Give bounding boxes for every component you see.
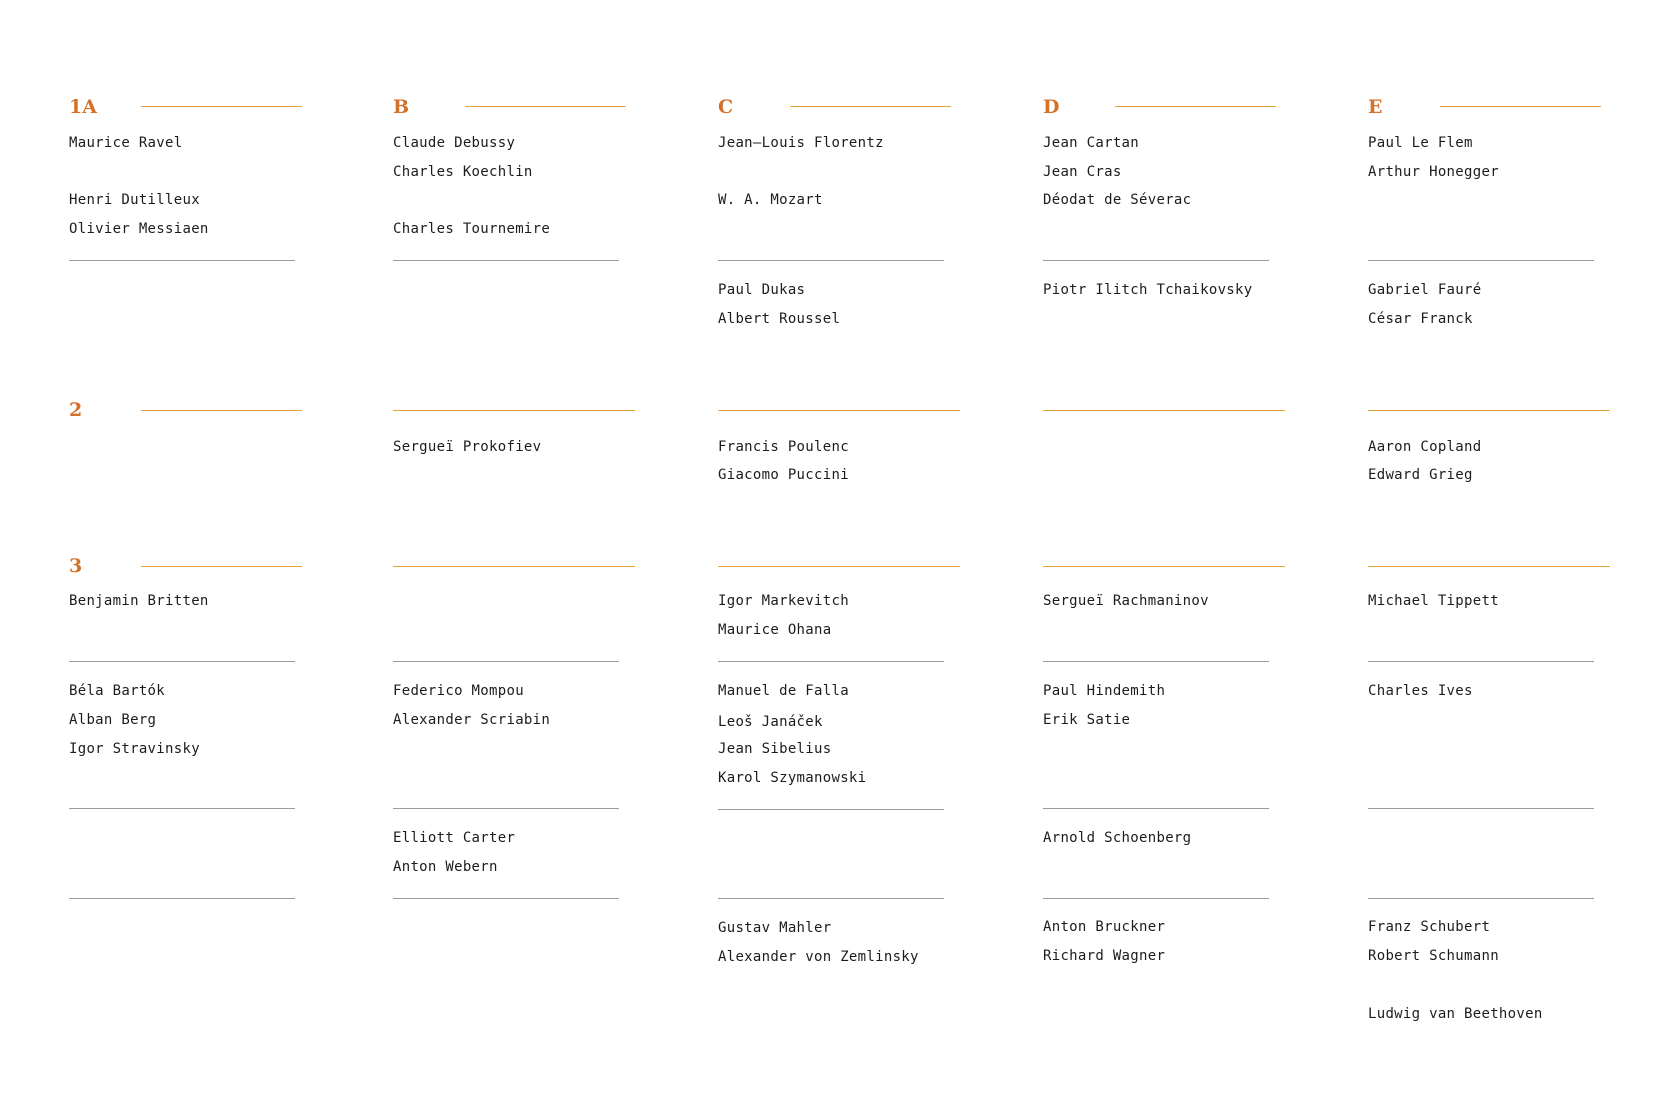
divider [1043, 260, 1269, 261]
composer-name: W. A. Mozart [718, 192, 823, 208]
row-rule [718, 410, 960, 411]
composer-name: Jean–Louis Florentz [718, 135, 884, 151]
composer-name: Manuel de Falla [718, 683, 849, 699]
row-rule [393, 566, 635, 567]
row-rule [1043, 566, 1285, 567]
divider [1368, 808, 1594, 809]
row-rule [1368, 410, 1610, 411]
composer-name: Paul Le Flem [1368, 135, 1473, 151]
row-rule [1043, 410, 1285, 411]
composer-name: Elliott Carter [393, 830, 516, 846]
header-rule [141, 106, 302, 107]
composer-name: Jean Cartan [1043, 135, 1140, 151]
column-label-d: D [1043, 96, 1060, 118]
column-label-e: E [1368, 96, 1383, 118]
divider [1043, 808, 1269, 809]
composer-name: Giacomo Puccini [718, 467, 849, 483]
composer-name: Erik Satie [1043, 712, 1131, 728]
header-rule [1115, 106, 1276, 107]
divider [393, 260, 619, 261]
composer-name: Déodat de Séverac [1043, 192, 1192, 208]
divider [718, 260, 944, 261]
composer-name: Alexander Scriabin [393, 712, 551, 728]
divider [393, 661, 619, 662]
composer-name: Jean Cras [1043, 164, 1122, 180]
composer-name: Henri Dutilleux [69, 192, 200, 208]
divider [1368, 898, 1594, 899]
composer-name: Ludwig van Beethoven [1368, 1006, 1543, 1022]
composer-name: Charles Koechlin [393, 164, 533, 180]
composer-name: Richard Wagner [1043, 948, 1166, 964]
composer-name: Albert Roussel [718, 311, 841, 327]
composer-name: Sergueï Rachmaninov [1043, 593, 1209, 609]
composer-name: Olivier Messiaen [69, 221, 209, 237]
header-rule [465, 106, 626, 107]
composer-name: Gustav Mahler [718, 920, 832, 936]
composer-name: Béla Bartók [69, 683, 166, 699]
composer-name: Benjamin Britten [69, 593, 209, 609]
row-rule [393, 410, 635, 411]
column-label-b: B [393, 96, 410, 118]
composer-name: Arnold Schoenberg [1043, 830, 1192, 846]
divider [69, 898, 295, 899]
row-label-3: 3 [69, 555, 83, 577]
composer-name: Maurice Ohana [718, 622, 832, 638]
composer-name: Franz Schubert [1368, 919, 1491, 935]
composer-name: Aaron Copland [1368, 439, 1482, 455]
composer-name: Leoš Janáček [718, 714, 823, 730]
composer-name: Anton Bruckner [1043, 919, 1166, 935]
composer-name: Jean Sibelius [718, 741, 832, 757]
divider [718, 898, 944, 899]
composer-name: César Franck [1368, 311, 1473, 327]
divider [393, 898, 619, 899]
divider [1043, 898, 1269, 899]
composer-name: Federico Mompou [393, 683, 524, 699]
divider [1043, 661, 1269, 662]
composer-name: Robert Schumann [1368, 948, 1499, 964]
composer-name: Alexander von Zemlinsky [718, 949, 919, 965]
composer-name: Anton Webern [393, 859, 498, 875]
composer-name: Paul Hindemith [1043, 683, 1166, 699]
composer-name: Igor Markevitch [718, 593, 849, 609]
composer-name: Claude Debussy [393, 135, 516, 151]
composer-name: Piotr Ilitch Tchaikovsky [1043, 282, 1253, 298]
composer-name: Gabriel Fauré [1368, 282, 1482, 298]
row-label-2: 2 [69, 399, 83, 421]
divider [393, 808, 619, 809]
composer-name: Arthur Honegger [1368, 164, 1499, 180]
divider [718, 809, 944, 810]
composer-name: Maurice Ravel [69, 135, 183, 151]
composer-name: Sergueï Prokofiev [393, 439, 542, 455]
composer-name: Karol Szymanowski [718, 770, 867, 786]
composer-name: Igor Stravinsky [69, 741, 200, 757]
composer-name: Charles Tournemire [393, 221, 551, 237]
divider [718, 661, 944, 662]
divider [69, 661, 295, 662]
composer-name: Paul Dukas [718, 282, 806, 298]
composer-name: Edward Grieg [1368, 467, 1473, 483]
composer-name: Alban Berg [69, 712, 157, 728]
row-rule [718, 566, 960, 567]
composer-name: Charles Ives [1368, 683, 1473, 699]
header-rule [1440, 106, 1601, 107]
header-rule [790, 106, 951, 107]
divider [1368, 661, 1594, 662]
divider [69, 808, 295, 809]
divider [1368, 260, 1594, 261]
row-label-1a: 1A [69, 96, 97, 118]
row-rule [141, 566, 302, 567]
divider [69, 260, 295, 261]
column-label-c: C [718, 96, 734, 118]
composer-name: Francis Poulenc [718, 439, 849, 455]
composer-name: Michael Tippett [1368, 593, 1499, 609]
row-rule [1368, 566, 1610, 567]
row-rule [141, 410, 302, 411]
